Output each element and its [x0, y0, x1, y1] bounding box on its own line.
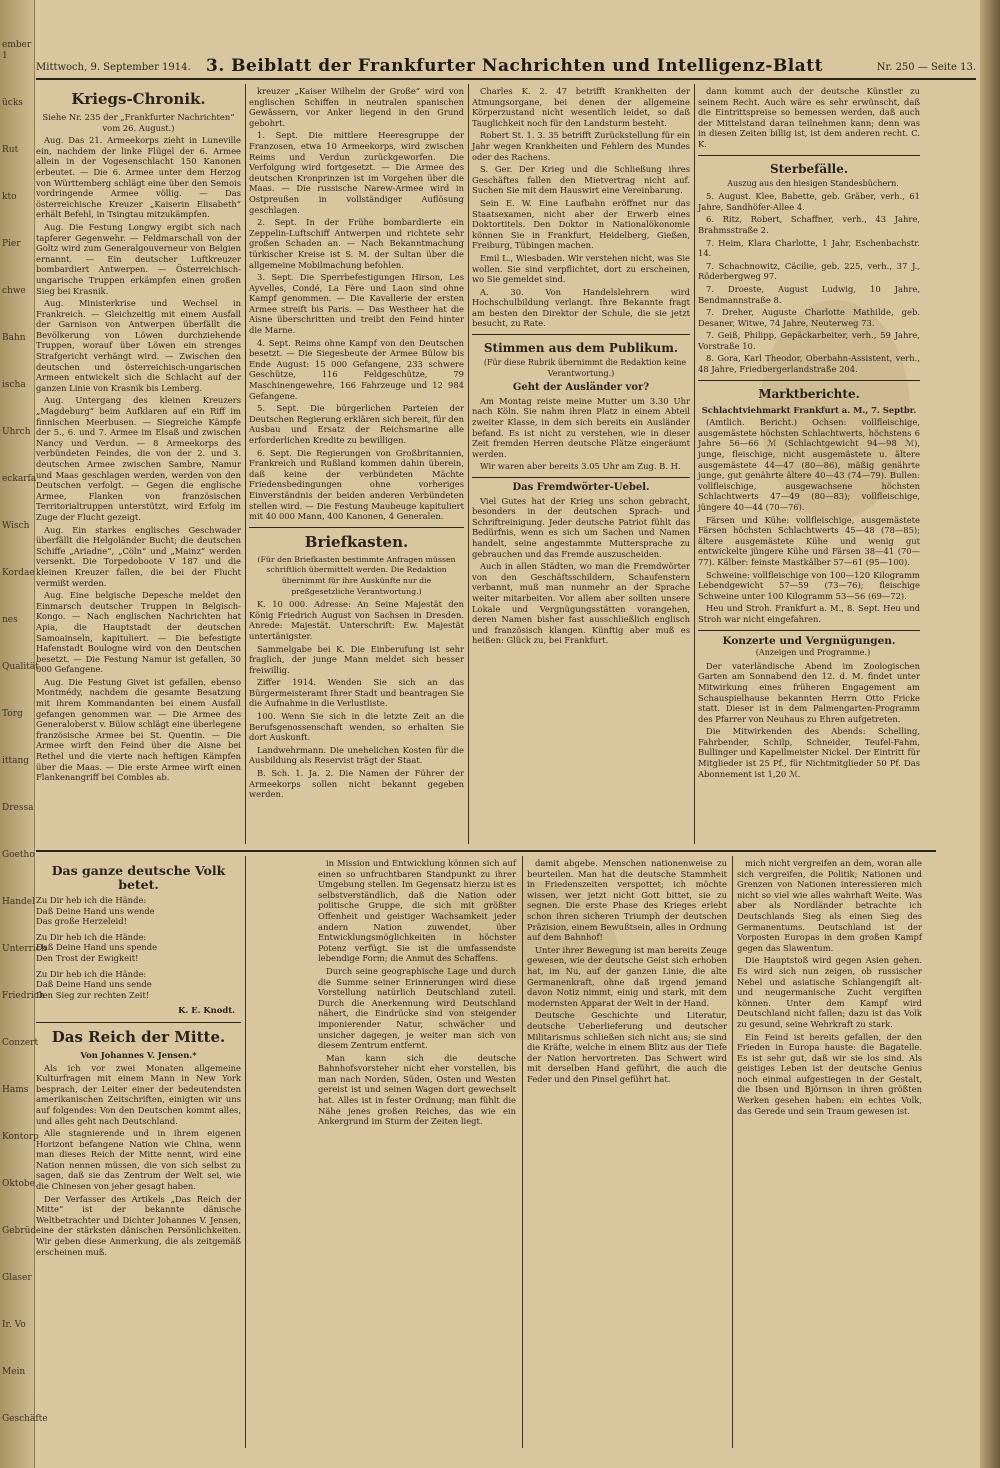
- konzerte-entries: [698, 661, 920, 780]
- adjacent-page-fragment: Gebrüd: [2, 1226, 37, 1236]
- essay-continued-2: [527, 858, 727, 1084]
- sterbefaelle-list: [698, 191, 920, 375]
- adjacent-page-fragment: eckarfa: [2, 474, 37, 484]
- briefkasten-entry: Sein E. W. Eine Laufbahn eröffnet nur das Staatsexamen, nicht aber der Erwerb eines Doktortitels. Den Doktor in Nationalökonomie können Sie in Frankfurt, Heidelberg, Gießen, Freiburg, Tübingen machen.: [472, 197, 690, 251]
- poem-line: Daß Deine Hand uns wende: [36, 905, 155, 916]
- stimmen-question: Geht der Ausländer vor?: [512, 382, 650, 394]
- adjacent-page-fragments: [2, 40, 48, 1440]
- section-divider: [698, 380, 920, 381]
- section-title-briefkasten: Briefkasten.: [304, 532, 409, 551]
- section-title-kriegs-chronik: Kriegs-Chronik.: [71, 90, 206, 108]
- chronik-entry: Aug. Ministerkrise und Wechsel in Frankreich. — Gleichzeitig mit einem Ausfall der Garnison von Antwerpen überfällt die Bevölkerung von Löwen durchziehende Truppen, worauf über Löwen ein strenges Strafgericht verhängt wird. — Zwischen den deutschen und österreichisch-ungarischen Armeen entwickelt sich die Schlacht auf der ganzen Linie von Krasnik bis Lemberg.: [36, 298, 241, 393]
- chronik-entry: Aug. Ein starkes englisches Geschwader überfällt die Helgoländer Bucht; die deutschen Schiffe „Ariadne“, „Cöln“ und „Mainz“ werden versenkt. Die Torpedoboote V 187 und die kleinen Kreuzer fallen, die bei der Flucht vermißt werden.: [36, 524, 241, 588]
- column-poem-and-essay: [36, 858, 241, 1448]
- chronik-entry: Aug. Untergang des kleinen Kreuzers „Magdeburg“ beim Aufklaren auf ein Riff im finnischen Meerbusen. — Siegreiche Kämpfe der 5., 6. und 7. Armee im Elsaß und zwischen Nancy und Verdun. — 8 Armeekorps des verbündeten Feindes, die von der 2. und 3. deutschen Armee zwischen Sambre, Namur und Maas geschlagen werden, werden von den Deutschen verfolgt. — Gegen die englische Armee, Flanken von französischen Territorialtruppen unterstützt, wird Erfolg im Zuge der Flucht gezeigt.: [36, 395, 241, 522]
- poem-stanza: [36, 932, 241, 964]
- column-essay-part-4: [737, 858, 922, 1448]
- chronik-intro: Siehe Nr. 235 der „Frankfurter Nachrichten“ vom 26. August.): [42, 112, 235, 133]
- adjacent-page-fragment: nes: [2, 615, 18, 625]
- stimmen-paragraph: Am Montag reiste meine Mutter um 3.30 Uhr nach Köln. Sie nahm ihren Platz in einem Abteil zweiter Klasse, in dem sich bereits ein Ausländer befand. Es ist nicht zu verstehen, wie in dieser Zeit fremden Herren deutsche Plätze eingeräumt werden.: [472, 395, 690, 459]
- fremdwoerter-entries: [472, 496, 690, 646]
- section-title-sterbefaelle: Sterbefälle.: [769, 161, 849, 176]
- essay-paragraph: Durch seine geographische Lage und durch die Summe seiner Erinnerungen wird diese Vorstellung natürlich Deutschland zuteil. Durch die Anerkennung wird Deutschland nähert, die Eindrücke sind von steigender imponierender Natur, schwächer und unsicher dagegen, je weiter man sich von diesem Zentrum entfernt.: [318, 965, 516, 1051]
- chronik-entry: Aug. Das 21. Armeekorps zieht in Luneville ein, nachdem der linke Flügel der 6. Armee allein in der Vogesenschlacht 150 Kanonen erbeutet. — Die 6. Armee unter dem Herzog von Württemberg schlägt eine über den Semois vordringende Armee völlig. — Das österreichische Kreuzer „Kaiserin Elisabeth“ erhält Befehl, in Tsingtau mitzukämpfen.: [36, 135, 241, 220]
- column-rule: [468, 84, 469, 844]
- essay-paragraph: mich nicht vergreifen an dem, woran alle sich vergreifen, die Politik; Nationen und Grenzen von Nationen interessieren mich nicht so viel wie alles wahrhaft Weite. Was aber als Nordländer betrachte ich Deutschlands Sieg als einen Sieg des Germanentums. Deutschland ist der Vorposten Europas in dem großen Kampf gegen das Slawentum.: [737, 858, 922, 953]
- briefkasten-entry: 100. Wenn Sie sich in die letzte Zeit an die Berufsgenossenschaft wenden, so erhalten Sie dort Auskunft.: [249, 711, 464, 743]
- adjacent-page-fragment: Torg: [2, 709, 23, 719]
- chronik-entry: Aug. Eine belgische Depesche meldet den Einmarsch deutscher Truppen in Belgisch-Kongo. — Nach englischen Nachrichten hat Apia, die Hauptstadt der deutschen Samoainseln, kapituliert. — Die befestigte Hafenstadt Boulogne wird von den Deutschen besetzt. — Die Festung Namur ist gefallen, 30 000 Gefangene.: [36, 590, 241, 675]
- marktbericht-paragraph: Heu und Stroh. Frankfurt a. M., 8. Sept. Heu und Stroh war nicht eingefahren.: [698, 603, 920, 624]
- essay-paragraph: Ein Feind ist bereits gefallen, der den Frieden in Europa hauste: die Bagatelle. Es ist sehr gut, daß wir sie los sind. Als geistiges Leben ist der deutsche Genius noch einmal aufgestiegen in der Gestalt, die Ibsen und Björnson in ihren größten Werken gesehen haben: ein echtes Volk, das Gerede und sein Traum gewesen ist.: [737, 1031, 922, 1116]
- poem-line: Zu Dir heb ich die Hände:: [36, 968, 147, 979]
- poem-line: Zu Dir heb ich die Hände:: [36, 895, 147, 905]
- sterbefall-entry: 7. Heim, Klara Charlotte, 1 Jahr, Eschenbachstr. 14.: [698, 237, 920, 259]
- poem-line: Das große Herzeleid!: [36, 916, 127, 927]
- briefkasten-entry: Ziffer 1914. Wenden Sie sich an das Bürgermeisteramt Ihrer Stadt und beantragen Sie die Aufnahme in die Verlustliste.: [249, 677, 464, 709]
- issue-date: Mittwoch, 9. September 1914.: [36, 62, 191, 73]
- section-title-konzerte: Konzerte und Vergnügungen.: [722, 634, 896, 647]
- essay-continued-3: [737, 858, 922, 1116]
- poem-body: [36, 895, 241, 1000]
- adjacent-page-fragment: Friedrich: [2, 991, 45, 1001]
- column-chronik-continued: [249, 86, 464, 846]
- marktbericht-entries: [698, 417, 920, 624]
- adjacent-page-fragment: Oktobe: [2, 1179, 35, 1189]
- section-divider: [698, 155, 920, 156]
- section-title-stimmen: Stimmen aus dem Publikum.: [483, 341, 679, 356]
- chronik-entry: 2. Sept. In der Frühe bombardierte ein Zeppelin-Luftschiff Antwerpen und richtete sehr großen Schaden an. — Nach Bekanntmachung türkischer Kreise ist S. M. der Sultan über die allgemeine Mobilmachung befohlen.: [249, 217, 464, 270]
- chronik-entry: 5. Sept. Die bürgerlichen Parteien der Deutschen Regierung erklären sich bereit, für den Ausbau und Ersatz der Reichsmarine alle erforderlichen Kredite zu bewilligen.: [249, 403, 464, 445]
- column-rule: [732, 856, 733, 1448]
- adjacent-page-fragment: Hams: [2, 1085, 29, 1095]
- briefkasten-entry: A. 30. Von Handelslehrern wird Hochschulbildung verlangt. Ihre Bekannte fragt am besten den Direktor der Schule, die sie jetzt besucht, zu Rate.: [472, 286, 690, 329]
- chronik-continued-entries: [249, 86, 464, 522]
- sterbefall-entry: 7. Dreher, Auguste Charlotte Mathilde, geb. Desaner, Witwe, 74 Jahre, Neuterweg 73.: [698, 307, 920, 328]
- adjacent-page-fragment: Kontorp: [2, 1132, 39, 1142]
- briefkasten-entry: B. Sch. 1. Ja. 2. Die Namen der Führer der Armeekorps sollen nicht bekannt gegeben werden.: [249, 768, 464, 800]
- poem-line: Den Sieg zur rechten Zeit!: [36, 989, 150, 1000]
- sterbefaelle-note: Auszug aus den hiesigen Standesbüchern.: [727, 178, 899, 188]
- essay-paragraph: Alle stagnierende und in ihrem eigenen Horizont befangene Nation wie China, wenn man dieses Reich der Mitte nennt, wird eine Nation nennen müssen, die von sich selbst zu sagen, daß sie das Zentrum der Welt sei, wie die Chinesen von jeher gesagt haben.: [36, 1128, 241, 1192]
- adjacent-page-fragment: Handel: [2, 897, 35, 907]
- adjacent-page-fragment: ischa: [2, 380, 26, 390]
- essay-paragraph: Der Verfasser des Artikels „Das Reich der Mitte“ ist der bekannte dänische Weltbetrachter und Dichter Johannes V. Jensen, eine der stärksten dänischen Persönlichkeiten. Wir geben diese Anmerkung, die als zeitgemäß erscheinen muß.: [36, 1193, 241, 1257]
- section-divider: [36, 1022, 241, 1023]
- essay-paragraph: Deutsche Geschichte und Literatur, deutsche Ueberlieferung und deutscher Militarismus schließen sich nicht aus; sie sind die Kräfte, welche in einem Blitz aus der Tiefe der Nation hervortreten. Das Schwert wird mit derselben Hand geführt, die auch die Feder und den Pinsel geführt hat.: [527, 1010, 727, 1084]
- column-briefkasten-continued: [472, 86, 690, 846]
- column-essay-part-3: [527, 858, 727, 1448]
- essay-paragraphs: [36, 1063, 241, 1258]
- marktbericht-paragraph: (Amtlich. Bericht.) Ochsen: vollfleischige, ausgemästete höchsten Schlachtwerts, höchstens 6 Jahre 56—66 ℳ (Schlachtgewicht 94—98 ℳ), junge, fleischige, nicht ausgemästete u. ältere ausgemästete 44—47 (80—86), mäßig genährte junge, gut genährte ältere 40—43 (74—79). Bullen: vollfleischige, ausgewachsene höchsten Schlachtwerts 47—49 (80—83); vollfleischige, jüngere 40—44 (70—76).: [698, 417, 920, 512]
- poem-stanza: [36, 969, 241, 1001]
- chronik-entry: 1. Sept. Die mittlere Heeresgruppe der Franzosen, etwa 10 Armeekorps, wird zwischen Reims und Verdun zurückgeworfen. Die Verfolgung wird fortgesetzt. — Die Armee des deutschen Kronprinzen ist im Vorgehen über die Maas. — Die russische Narew-Armee wird in Ostpreußen in vollständiger Auflösung geschlagen.: [249, 130, 464, 215]
- section-divider: [698, 630, 920, 631]
- adjacent-page-fragment: Kordae: [2, 568, 35, 578]
- essay-paragraph: Als ich vor zwei Monaten allgemeine Kulturfragen mit einem Mann in New York besprach, der Leiter einer der bedeutendsten amerikanischen Zeitschriften, einigten wir uns auf folgendes: Von den Deutschen kommt alles, und alles geht nach Deutschland.: [36, 1062, 241, 1126]
- book-binding-edge: [980, 0, 1000, 1468]
- marktbericht-paragraph: Färsen und Kühe: vollfleischige, ausgemästete Färsen höchsten Schlachtwerts 45—48 (78—85); ältere ausgemästete Kühe und wenig gut entwickelte jüngere Kühe und Färsen 38—41 (70—77). Kälber: feinste Mastkälber 57—61 (95—100).: [698, 514, 920, 567]
- section-divider: [472, 477, 690, 478]
- adjacent-page-fragment: Goetho: [2, 850, 35, 860]
- chronik-entry: Aug. Die Festung Longwy ergibt sich nach tapferer Gegenwehr. — Feldmarschall von der Goltz wird zum Generalgouverneur von Belgien ernannt. — Ein deutscher Luftkreuzer bombardiert Antwerpen. — Österreichisch-ungarische Truppen erkämpfen einen großen Sieg bei Krasnik.: [36, 221, 241, 296]
- essay-continued-1: [318, 858, 516, 1127]
- briefkasten-entry: Charles K. 2. 47 betrifft Krankheiten der Atmungsorgane, bei denen der allgemeine Körperzustand nicht wesentlich leidet, so daß Tauglichkeit noch für den Landsturm besteht.: [472, 86, 690, 128]
- column-kriegs-chronik: [36, 86, 241, 846]
- konzerte-note: (Anzeigen und Programme.): [755, 648, 871, 658]
- chronik-entry: kreuzer „Kaiser Wilhelm der Große“ wird von englischen Schiffen in neutralen spanischen Gewässern, vor Anker liegend in den Grund gebohrt.: [249, 86, 464, 128]
- adjacent-page-fragment: Wisch: [2, 521, 30, 531]
- poem-author: K. E. Knodt.: [178, 1005, 235, 1016]
- column-rule: [694, 84, 695, 844]
- adjacent-page-fragment: Qualität: [2, 662, 39, 672]
- briefkasten-note: (Für den Briefkasten bestimmte Anfragen müssen schriftlich übermittelt werden. Die Redaktion übernimmt für ihre Auskünfte nur die preßgesetzliche Verantwortung.): [257, 554, 456, 596]
- sterbefall-entry: 7. Geiß, Philipp, Gepäckarbeiter, verh., 59 Jahre, Vorstraße 10.: [698, 330, 920, 351]
- poem-line: Den Trost der Ewigkeit!: [36, 952, 139, 963]
- column-essay-part-2: [318, 858, 516, 1448]
- adjacent-page-fragment: Bahn: [2, 333, 26, 343]
- adjacent-page-edge: [0, 0, 48, 1468]
- essay-paragraph: Unter ihrer Bewegung ist man bereits Zeuge gewesen, wie der deutsche Geist sich erhoben hat, im Nu, auf der ganzen Linie, die alte Germanenkraft, ohne daß irgend jemand davon Notiz nimmt, einig und stark, mit dem modernsten Apparat der Welt in der Hand.: [527, 944, 727, 1008]
- fremdwoerter-paragraph: Auch in allen Städten, wo man die Fremdwörter von den Geschäftsschildern, Schaufenstern verbannt, muß man nunmehr an der Sprache weiter mitarbeiten. Vor allem aber sollten unsere Lokale und Vergnügungsstätten vorangehen, deren Namen bisher fast ausschließlich englisch und französisch klangen. Künftig aber muß es heißen: Glück zu, bei Frankfurt.: [472, 561, 690, 646]
- adjacent-page-fragment: Conzert: [2, 1038, 39, 1048]
- briefkasten-entry: Robert St. 1. 3. 35 betrifft Zurückstellung für ein Jahr wegen Krankheiten und Fehlern des Mundes oder des Rachens.: [472, 130, 690, 162]
- konzert-paragraph: Die Mitwirkenden des Abends: Schelling, Fahrbender, Schilp, Schneider, Teufel-Fahm, Bullinger und Kapellmeister Nickel. Der Eintritt für Mitglieder ist 25 Pf., für Nichtmitglieder 50 Pf. Das Abonnement ist 1,20 ℳ.: [698, 726, 920, 779]
- poem-title: Das ganze deutsche Volk betet.: [51, 863, 226, 892]
- briefkasten-entry: Sammelgabe bei K. Die Einberufung ist sehr fraglich, der junge Mann meldet sich besser freiwillig.: [249, 643, 464, 675]
- section-divider: [472, 334, 690, 335]
- adjacent-page-fragment: Ir. Vo: [2, 1320, 26, 1330]
- column-rule: [522, 856, 523, 1448]
- fremdwoerter-paragraph: Viel Gutes hat der Krieg uns schon gebracht, besonders in der deutschen Sprach- und Schriftreinigung. Jeder deutsche Patriot fühlt das Bedürfnis, wenn es sich um Sachen und Namen handelt, seine angestammte Muttersprache zu gebrauchen und das Fremde auszuscheiden.: [472, 495, 690, 559]
- marktbericht-subtitle: Schlachtviehmarkt Frankfurt a. M., 7. Septbr.: [701, 404, 917, 415]
- section-title-fremdwoerter: Das Fremdwörter-Uebel.: [512, 482, 650, 493]
- adjacent-page-fragment: kto: [2, 192, 17, 202]
- essay-paragraph: Die Hauptstoß wird gegen Asien gehen. Es wird sich nun zeigen, ob russischer Nebel und asiatische Schlangengift alt- und neugermanische Zucht vergiften können. Unter dem Kampf wird Deutschland nicht fallen; dazu ist das Volk zu gesund, seine Wehrkraft zu stark.: [737, 955, 922, 1029]
- sterbefall-entry: 6. Ritz, Robert, Schaffner, verh., 43 Jahre, Brahmsstraße 2.: [698, 214, 920, 235]
- essay-paragraph: in Mission und Entwicklung können sich auf einen so unfruchtbaren Standpunkt zu ihrer Umgebung stellen. Im Gegensatz hierzu ist es selbstverständlich, daß die Nation oder politische Gruppe, die sich mit größter Offenheit und geistiger Wachsamkeit jeder andern Nation zuwendet, über Entwicklungsmöglichkeiten in höchster Potenz verfügt. Sie ist die umfassendste lebendige Form; die Anmut des Schaffens.: [318, 858, 516, 964]
- chronik-entry: 6. Sept. Die Regierungen von Großbritannien, Frankreich und Rußland kommen dahin überein, daß keine der verbündeten Mächte Friedensbedingungen ohne vorheriges Einverständnis der beiden anderen Verbündeten stellen wird. — Die Festung Maubeuge kapituliert mit 40 000 Mann, 400 Kanonen, 4 Generalen.: [249, 447, 464, 522]
- stimmen-paragraph: Wir waren aber bereits 3.05 Uhr am Zug. B. H.: [480, 461, 681, 472]
- adjacent-page-fragment: ittang: [2, 756, 30, 766]
- chronik-entry: 3. Sept. Die Sperrbefestigungen Hirson, Les Ayvelles, Condé, La Fère und Laon sind ohne Kampf genommen. — Die Kavallerie der ersten Armee streift bis Paris. — Das Westheer hat die Aisne überschritten und treibt den Feind hinter die Marne.: [249, 272, 464, 336]
- section-divider: [249, 527, 464, 528]
- essay-title: Das Reich der Mitte.: [51, 1027, 226, 1046]
- marktbericht-paragraph: Schweine: vollfleischige von 100—120 Kilogramm Lebendgewicht 57—59 (73—76); fleischige Schweine unter 100 Kilogramm 53—56 (69—72).: [698, 569, 920, 601]
- page-number: Nr. 250 — Seite 13.: [876, 62, 976, 73]
- column-rule: [245, 84, 246, 844]
- publication-title: 3. Beiblatt der Frankfurter Nachrichten und Intelligenz-Blatt: [206, 56, 823, 76]
- briefkasten-entry: K. 10 000. Adresse: An Seine Majestät den König Friedrich August von Sachsen in Dresden. Anrede: Majestät. Unterschrift: Ew. Majestät untertänigster.: [249, 599, 464, 641]
- essay-paragraph: Man kann sich die deutsche Bahnhofsvorsteher nicht eher vorstellen, bis man nach Norden, Süden, Osten und Westen gereist ist und seinen Wagen dort gewechselt hat. Alles ist in fester Ordnung; man fühlt die Nähe jenes großen Reiches, das wie ein Ankergrund im Sturm der Zeiten liegt.: [318, 1052, 516, 1127]
- horizontal-section-rule: [36, 850, 936, 852]
- briefkasten-entries: [249, 599, 464, 800]
- adjacent-page-fragment: Glaser: [2, 1273, 32, 1283]
- poem-line: Daß Deine Hand uns spende: [36, 942, 158, 953]
- sterbefall-entry: 7. Droeste, August Ludwig, 10 Jahre, Bendmannstraße 8.: [698, 283, 920, 305]
- adjacent-page-fragment: Rut: [2, 145, 19, 155]
- adjacent-page-fragment: Dressa: [2, 803, 34, 813]
- notice-intro: dann kommt auch der deutsche Künstler zu seinem Recht. Auch wäre es sehr erwünscht, daß die Eintrittspreise so bemessen werden, daß auch der Mittelstand daran teilnehmen kann; denn was in diesen Zeiten billig ist, ist dem anderen recht. C. K.: [698, 86, 920, 149]
- adjacent-page-fragment: Pier: [2, 239, 21, 249]
- adjacent-page-fragment: Geschäfte: [2, 1414, 48, 1424]
- chronik-entries: [36, 135, 241, 783]
- stimmen-note: (Für diese Rubrik übernimmt die Redaktion keine Verantwortung.): [483, 358, 687, 378]
- adjacent-page-fragment: Mein: [2, 1367, 26, 1377]
- briefkasten-entry: Emil L., Wiesbaden. Wir verstehen nicht, was Sie wollen. Sie sind verpflichtet, dort zu erscheinen, wo Sie gemeldet sind.: [472, 252, 690, 285]
- sterbefall-entry: 8. Gora, Karl Theodor, Oberbahn-Assistent, verh., 48 Jahre, Friedbergerlandstraße 204.: [698, 353, 920, 375]
- sterbefall-entry: 7. Schachnowitz, Cäcilie, geb. 225, verh., 37 J., Röderbergweg 97.: [698, 260, 920, 282]
- essay-paragraph: damit abgebe. Menschen nationenweise zu beurteilen. Man hat die deutsche Stammheit in Friedenszeiten verspottet; ich möchte wissen, wer jetzt nicht Gott bittet, sie zu segnen. Die erste Phase des Krieges erlebt schon ihren sicheren Triumph der deutschen Präzision, einem Bewußtsein, alles in Ordnung auf dem Bahnhof!: [527, 858, 727, 943]
- poem-stanza: [36, 895, 241, 927]
- stimmen-entries: [472, 396, 690, 472]
- section-title-marktberichte: Marktberichte.: [758, 386, 860, 401]
- briefkasten-continued-entries: [472, 86, 690, 329]
- chronik-entry: 4. Sept. Reims ohne Kampf von den Deutschen besetzt. — Die Siegesbeute der Armee Bülow bis Ende August: 15 000 Gefangene, 233 schwere Geschütze, 116 Feldgeschütze, 79 Maschinengewehre, 166 Fahrzeuge und 12 984 Gefangene.: [249, 337, 464, 401]
- poem-line: Daß Deine Hand uns sende: [36, 979, 152, 990]
- poem-line: Zu Dir heb ich die Hände:: [36, 931, 147, 942]
- page-header: [36, 56, 976, 80]
- sterbefall-entry: 5. August. Klee, Babette, geb. Gräber, verh., 61 Jahre, Sandhöfer-Allee 4.: [698, 191, 920, 212]
- adjacent-page-fragment: Unterrich: [2, 944, 47, 954]
- konzert-paragraph: Der vaterländische Abend im Zoologischen Garten am Sonnabend den 12. d. M. findet unter Mitwirkung eines früheren Engagement am Schauspielhause bekannten Herrn Otto Fricke statt. Dieser ist in dem Palmengarten-Programm des Pfarrer von Neuhaus zu Ehren aufgetreten.: [698, 660, 920, 724]
- briefkasten-entry: S. Ger. Der Krieg und die Schließung ihres Geschäftes fallen den Mietvertrag nicht auf. Suchen Sie mit dem Hauswirt eine Vereinbarung.: [472, 164, 690, 196]
- adjacent-page-fragment: Uhrch: [2, 427, 31, 437]
- chronik-entry: Aug. Die Festung Givet ist gefallen, ebenso Montmédy, nachdem die gesamte Besatzung mit ihrem Kommandanten bei einem Ausfall gefangen genommen war. — Die Armee des Generaloberst v. Bülow schlägt eine überlegene französische Armee bei St. Quentin. — Die Armee wirft den Feind über die Aisne bei Rethel und die vierte nach heftigen Kämpfen über die Maas. — Die erste Armee wirft einen Flankenangriff bei Combles ab.: [36, 676, 241, 783]
- essay-author: Von Johannes V. Jensen.*: [80, 1049, 197, 1060]
- column-rule: [245, 856, 246, 1448]
- adjacent-page-fragment: ember 1: [2, 40, 32, 61]
- adjacent-page-fragment: ücks: [2, 98, 23, 108]
- briefkasten-entry: Landwehrmann. Die unehelichen Kosten für die Ausbildung als Reservist trägt der Staat.: [249, 744, 464, 766]
- column-notices: [698, 86, 920, 846]
- adjacent-page-fragment: chwe: [2, 286, 26, 296]
